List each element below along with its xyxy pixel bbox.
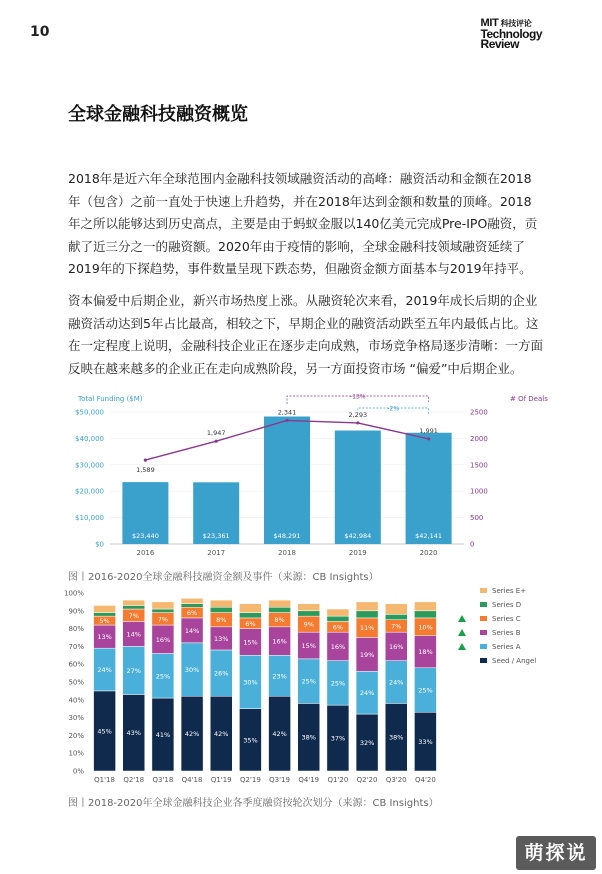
legend-label: Series C xyxy=(492,615,521,623)
page-number: 10 xyxy=(30,24,50,40)
legend-label: Series D xyxy=(492,601,522,609)
legend-swatch xyxy=(480,602,487,607)
deals-point xyxy=(285,419,288,422)
segment-label: 13% xyxy=(214,634,229,643)
segment-label: 37% xyxy=(330,734,346,743)
segment-label: 16% xyxy=(389,642,404,651)
segment-label: 15% xyxy=(301,642,316,651)
x-tick-label: 2016 xyxy=(136,549,155,557)
y2-tick-label: 0 xyxy=(470,540,475,549)
mit-technology-review-logo xyxy=(481,18,542,49)
segment-label: 19% xyxy=(359,650,375,659)
trend-up-marker xyxy=(458,643,466,650)
segment-label: 18% xyxy=(418,648,433,657)
legend-swatch xyxy=(480,588,487,593)
funding-deals-chart xyxy=(68,388,548,558)
segment-label: 16% xyxy=(330,642,346,651)
stack-segment-series-e- xyxy=(298,604,320,611)
funding-bar-label: $23,440 xyxy=(131,532,159,540)
segment-label: 43% xyxy=(126,729,141,738)
x-tick-label: Q2'19 xyxy=(240,776,261,784)
segment-label: 14% xyxy=(184,626,200,635)
stack-segment-series-d xyxy=(269,607,291,612)
segment-label: 25% xyxy=(418,686,433,695)
deals-label: 1,947 xyxy=(206,429,226,438)
stack-segment-series-e- xyxy=(414,602,436,611)
segment-label: 35% xyxy=(243,736,258,745)
funding-bar-label: $42,141 xyxy=(415,532,443,540)
segment-label: 8% xyxy=(216,616,227,625)
legend-swatch xyxy=(480,616,487,621)
y-tick-label: 30% xyxy=(68,714,84,723)
annotation-deals-change: -13% xyxy=(350,393,366,401)
funding-bar-label: $42,984 xyxy=(344,532,372,540)
segment-label: 26% xyxy=(214,669,229,678)
segment-label: 45% xyxy=(97,727,112,736)
x-tick-label: 2019 xyxy=(348,549,367,557)
segment-label: 5% xyxy=(99,617,110,626)
legend-swatch xyxy=(480,644,487,649)
y2-axis-title: # Of Deals xyxy=(510,395,548,403)
section-title: 全球金融科技融资概览 xyxy=(68,104,248,125)
stack-segment-series-e- xyxy=(123,600,145,605)
stage-distribution-chart xyxy=(62,585,542,790)
segment-label: 7% xyxy=(128,611,139,620)
deals-label: 1,589 xyxy=(136,466,155,475)
logo-cn: 科技评论 xyxy=(500,19,532,28)
segment-label: 11% xyxy=(359,624,375,633)
stack-segment-series-e- xyxy=(269,600,291,607)
x-tick-label: Q3'18 xyxy=(152,776,174,784)
segment-label: 24% xyxy=(97,666,112,675)
legend-label: Seed / Angel xyxy=(492,657,537,665)
segment-label: 10% xyxy=(418,623,433,632)
logo-mit: MIT xyxy=(480,17,499,29)
funding-bar xyxy=(335,431,381,544)
logo-review: Review xyxy=(480,37,519,51)
y-tick-label: $0 xyxy=(95,540,104,549)
x-tick-label: 2018 xyxy=(278,549,296,557)
y2-tick-label: 2500 xyxy=(470,408,488,417)
y2-tick-label: 2000 xyxy=(470,434,488,443)
stack-segment-series-d xyxy=(181,604,203,608)
deals-point xyxy=(215,440,218,443)
segment-label: 42% xyxy=(184,730,200,739)
segment-label: 42% xyxy=(214,730,229,739)
stack-segment-series-e- xyxy=(239,604,261,613)
stack-segment-series-e- xyxy=(181,598,203,603)
chart2-caption: 图丨2018-2020年全球金融科技企业各季度融资按轮次划分（来源：CB Insights） xyxy=(68,798,439,809)
segment-label: 25% xyxy=(155,672,171,681)
segment-label: 41% xyxy=(155,731,171,740)
segment-label: 9% xyxy=(303,620,314,629)
y-tick-label: 10% xyxy=(68,749,84,758)
y-tick-label: $50,000 xyxy=(75,408,104,417)
y2-tick-label: 500 xyxy=(470,514,484,523)
deals-point xyxy=(144,459,147,462)
funding-bar-label: $48,291 xyxy=(273,532,301,540)
y-tick-label: $20,000 xyxy=(75,487,104,496)
paragraph-funding-stages: 资本偏爱中后期企业，新兴市场热度上涨。从融资轮次来看，2019年成长后期的企业融资活动达到5年占比最高，相较之下，早期企业的融资活动跌至五年内最低占比。这在一定程度上说明，金融科技企业正在逐步走向成熟，市场竞争格局逐步清晰：一方面反映在越来越多的企业正在走向成熟阶段，另一方面投资市场 “偏爱”中后期企业。 xyxy=(68,293,544,376)
segment-label: 16% xyxy=(272,637,287,646)
deals-label: 2,293 xyxy=(348,410,368,419)
x-tick-label: Q1'18 xyxy=(94,776,115,784)
x-tick-label: Q1'20 xyxy=(327,776,349,784)
stack-segment-series-d xyxy=(298,611,320,616)
logo-technology: Technology xyxy=(480,27,542,41)
deals-label: 2,341 xyxy=(277,408,297,417)
chart1-caption: 图丨2016-2020全球金融科技融资金额及事件（来源：CB Insights） xyxy=(68,572,379,583)
deals-label: 1,991 xyxy=(419,426,438,435)
y-tick-label: 90% xyxy=(68,607,84,616)
legend-swatch xyxy=(480,630,487,635)
segment-label: 14% xyxy=(126,630,141,639)
x-tick-label: Q4'18 xyxy=(181,776,203,784)
stack-segment-series-d xyxy=(385,614,407,619)
segment-label: 6% xyxy=(332,623,344,632)
x-tick-label: Q3'19 xyxy=(269,776,290,784)
y-tick-label: 20% xyxy=(68,731,84,740)
y-tick-label: $40,000 xyxy=(75,434,104,443)
segment-label: 24% xyxy=(389,678,404,687)
segment-label: 30% xyxy=(184,666,200,675)
y-tick-label: 40% xyxy=(68,696,84,705)
paragraph-funding-overview: 2018年是近六年全球范围内金融科技领域融资活动的高峰：融资活动和金额在2018年（包含）之前一直处于快速上升趋势，并在2018年达到金额和数量的顶峰。2018年之所以能够达到历史高点，主要是由于蚂蚁金服以140亿美元完成Pre-IPO融资，贡献了近三分之一的融资额。2020年由于疫情的影响，全球金融科技领域融资延续了2019年的下探趋势，事件数量呈现下跌态势，但融资金额方面基本与2019年持平。 xyxy=(68,171,538,276)
y2-tick-label: 1500 xyxy=(470,461,488,470)
x-tick-label: Q4'20 xyxy=(415,776,436,784)
segment-label: 27% xyxy=(126,666,141,675)
segment-label: 16% xyxy=(155,635,171,644)
legend-label: Series E+ xyxy=(492,587,527,595)
segment-label: 25% xyxy=(330,679,346,688)
x-tick-label: Q4'19 xyxy=(298,776,320,784)
y-tick-label: 60% xyxy=(68,660,84,669)
segment-label: 13% xyxy=(97,633,112,642)
stack-segment-series-d xyxy=(123,605,145,609)
stack-segment-series-d xyxy=(94,613,116,617)
y-tick-label: 0% xyxy=(72,767,84,776)
segment-label: 15% xyxy=(243,638,258,647)
segment-label: 7% xyxy=(157,615,169,624)
funding-bar xyxy=(406,433,452,544)
stack-segment-series-e- xyxy=(210,600,232,607)
y-tick-label: 100% xyxy=(63,589,84,598)
segment-label: 42% xyxy=(272,730,287,739)
stack-segment-series-e- xyxy=(94,605,116,612)
x-tick-label: Q3'20 xyxy=(385,776,407,784)
x-tick-label: Q2'18 xyxy=(123,776,145,784)
y-tick-label: $30,000 xyxy=(75,461,104,470)
stack-segment-series-e- xyxy=(152,602,174,609)
segment-label: 38% xyxy=(301,733,316,742)
funding-bar-label: $23,361 xyxy=(202,532,230,540)
stack-segment-series-d xyxy=(239,613,261,618)
segment-label: 8% xyxy=(274,616,285,625)
segment-label: 7% xyxy=(391,622,402,631)
segment-label: 30% xyxy=(243,678,258,687)
deals-point xyxy=(356,421,359,424)
segment-label: 6% xyxy=(245,619,256,628)
segment-label: 25% xyxy=(301,677,316,686)
trend-up-marker xyxy=(458,615,466,622)
segment-label: 32% xyxy=(359,739,375,748)
y-tick-label: $10,000 xyxy=(75,514,104,523)
segment-label: 6% xyxy=(186,609,198,618)
watermark: 萌探说 xyxy=(516,836,596,870)
y-tick-label: 50% xyxy=(68,678,84,687)
annotation-funding-change: -2% xyxy=(387,405,400,413)
x-tick-label: 2020 xyxy=(419,549,438,557)
stack-segment-series-d xyxy=(356,611,378,618)
deals-point xyxy=(427,437,430,440)
segment-label: 33% xyxy=(418,738,433,747)
legend-label: Series B xyxy=(492,629,521,637)
segment-label: 23% xyxy=(272,672,287,681)
segment-label: 24% xyxy=(359,689,375,698)
stack-segment-series-e- xyxy=(356,602,378,611)
stack-segment-series-d xyxy=(414,611,436,618)
stack-segment-series-d xyxy=(210,607,232,612)
y-tick-label: 70% xyxy=(68,642,84,651)
y-axis-title: Total Funding ($M) xyxy=(78,395,143,403)
stack-segment-series-e- xyxy=(385,604,407,615)
y2-tick-label: 1000 xyxy=(470,487,488,496)
x-tick-label: 2017 xyxy=(207,549,226,557)
legend-label: Series A xyxy=(492,643,521,651)
funding-bar xyxy=(264,417,310,544)
segment-label: 38% xyxy=(389,733,404,742)
stack-segment-series-d xyxy=(327,616,349,621)
x-tick-label: Q1'19 xyxy=(210,776,232,784)
x-tick-label: Q2'20 xyxy=(356,776,378,784)
trend-up-marker xyxy=(458,629,466,636)
y-tick-label: 80% xyxy=(68,625,84,634)
stack-segment-series-e- xyxy=(327,609,349,616)
stack-segment-series-d xyxy=(152,609,174,613)
legend-swatch xyxy=(480,658,487,663)
